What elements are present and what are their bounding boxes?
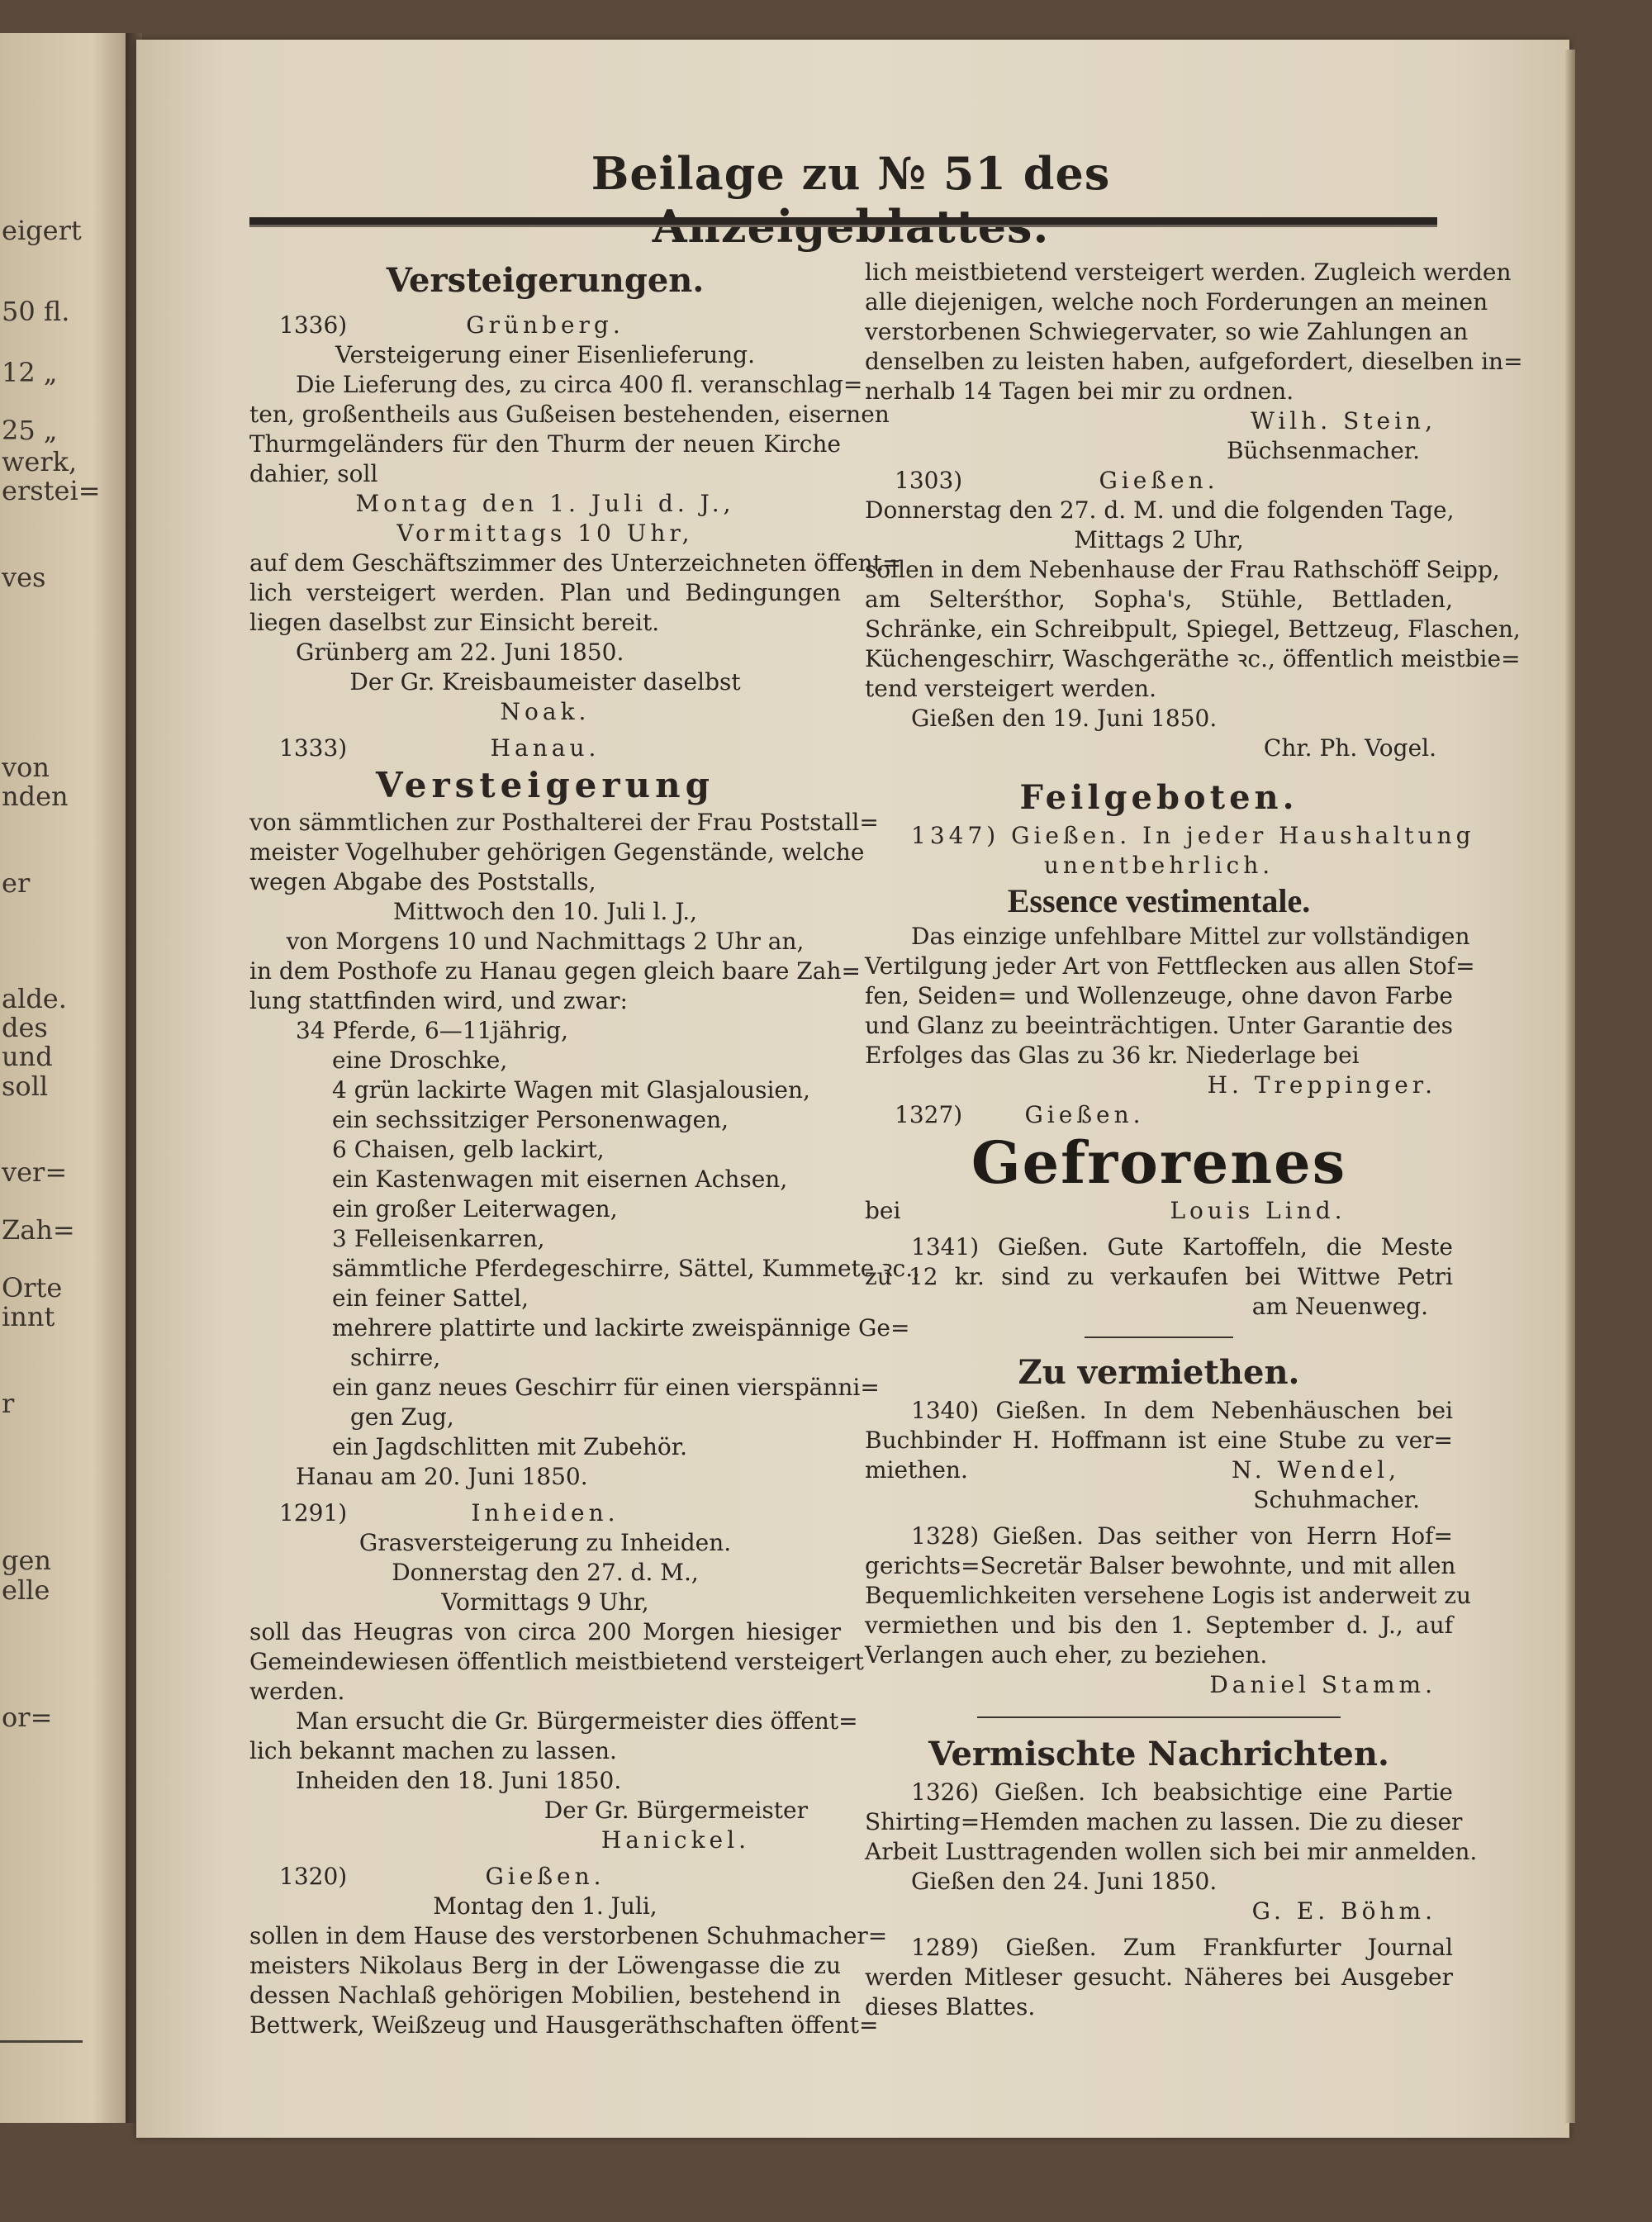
product-title-essence: Essence vestimentale. xyxy=(1007,882,1311,919)
notice-line: dessen Nachlaß gehörigen Mobilien, bestehend in xyxy=(249,1982,841,2009)
notice-line: Das einzige unfehlbare Mittel zur vollständigen xyxy=(911,923,1470,950)
notice-header xyxy=(249,734,841,763)
left-fragment: r xyxy=(2,1388,15,1419)
left-fragment: nden xyxy=(2,781,69,812)
auction-item: 3 Felleisenkarren, xyxy=(332,1225,545,1252)
notice-signature-name: G. E. Böhm. xyxy=(1251,1897,1436,1925)
right-column xyxy=(865,258,1523,2022)
notice-signature-name: Hanickel. xyxy=(601,1826,750,1854)
notice-dateline: Grünberg am 22. Juni 1850. xyxy=(296,639,624,666)
left-fragment: ver= xyxy=(2,1156,68,1188)
left-fragment: Orte xyxy=(2,1272,63,1303)
left-fragment: soll xyxy=(2,1071,49,1102)
notice-line: in dem Posthofe zu Hanau gegen gleich baare Zah= xyxy=(249,957,861,985)
notice-date: Montag den 1. Juli d. J., xyxy=(355,490,735,517)
notice-place: Hanau. xyxy=(490,734,601,762)
notice-line: 1326) Gießen. Ich beabsichtige eine Partie xyxy=(911,1778,1453,1806)
notice-line: Buchbinder H. Hoffmann ist eine Stube zu ver= xyxy=(865,1427,1453,1454)
notice-line: sollen in dem Nebenhause der Frau Rathschöff Seipp, xyxy=(865,556,1500,583)
header-rule xyxy=(249,217,1437,227)
notice-line: werden. xyxy=(249,1678,345,1705)
notice-place: Grünberg. xyxy=(466,311,624,339)
notice-header xyxy=(865,466,1453,496)
notice-date: Montag den 1. Juli, xyxy=(433,1892,657,1920)
notice-dateline: Inheiden den 18. Juni 1850. xyxy=(296,1767,622,1794)
notice-line: 1347) Gießen. In jeder Haushaltung xyxy=(911,822,1475,849)
auction-item: 34 Pferde, 6—11jährig, xyxy=(296,1017,568,1044)
notice-signature-name: Daniel Stamm. xyxy=(1209,1671,1436,1698)
left-fragment: Zah= xyxy=(2,1214,75,1246)
notice-line: von sämmtlichen zur Posthalterei der Frau Poststall= xyxy=(249,809,879,836)
notice-line: liegen daselbst zur Einsicht bereit. xyxy=(249,609,660,636)
left-fragment: alde. xyxy=(2,983,67,1014)
left-fragment: or= xyxy=(2,1702,53,1733)
left-fragment: er xyxy=(2,867,31,899)
notice-line: Bettwerk, Weißzeug und Hausgeräthschaften öffent= xyxy=(249,2011,879,2039)
notice-line: Erfolges das Glas zu 36 kr. Niederlage bei xyxy=(865,1042,1360,1069)
notice-signature-name: Noak. xyxy=(500,698,591,725)
notice-signature-name: H. Treppinger. xyxy=(1207,1071,1436,1099)
notice-number: 1303) xyxy=(895,467,963,494)
notice-line: und Glanz zu beeinträchtigen. Unter Garantie des xyxy=(865,1012,1453,1039)
notice-line: meisters Nikolaus Berg in der Löwengasse die zu xyxy=(249,1952,841,1979)
notice-signature-row xyxy=(865,1196,1453,1226)
notice-line: lich versteigert werden. Plan und Bedingungen xyxy=(249,579,841,606)
notice-line: am Selterśthor, Sopha's, Stühle, Bettladen, xyxy=(865,586,1453,613)
notice-line: soll das Heugras von circa 200 Morgen hiesiger xyxy=(249,1618,841,1645)
notice-time: Vormittags 10 Uhr, xyxy=(396,520,694,547)
notice-line: bei xyxy=(865,1197,901,1224)
notice-place: Gießen. xyxy=(485,1863,605,1890)
notice-signature: Schuhmacher. xyxy=(1253,1486,1420,1513)
auction-item: sämmtliche Pferdegeschirre, Sättel, Kummete ꝛc., xyxy=(332,1255,921,1282)
notice-line: 1341) Gießen. Gute Kartoffeln, die Meste xyxy=(911,1233,1453,1261)
notice-subtitle: Grasversteigerung zu Inheiden. xyxy=(358,1529,732,1556)
notice-date: Mittwoch den 10. Juli l. J., xyxy=(392,898,698,925)
notice-line: Shirting=Hemden machen zu lassen. Die zu dieser xyxy=(865,1808,1463,1835)
left-fragment: und xyxy=(2,1041,53,1072)
notice-line: Donnerstag den 27. d. M. und die folgenden Tage, xyxy=(865,496,1455,524)
notice-signature-name: Chr. Ph. Vogel. xyxy=(1263,734,1436,762)
notice-line: Verlangen auch eher, zu beziehen. xyxy=(865,1641,1268,1669)
notice-signature-row xyxy=(865,1455,1453,1485)
notice-line: Bequemlichkeiten versehene Logis ist anderweit zu xyxy=(865,1582,1472,1609)
left-fragment: 12 „ xyxy=(2,357,58,388)
notice-signature: Der Gr. Kreisbaumeister daselbst xyxy=(349,668,741,696)
notice-line: wegen Abgabe des Poststalls, xyxy=(249,868,596,895)
notice-line: 1289) Gießen. Zum Frankfurter Journal xyxy=(911,1934,1453,1961)
notice-dateline: Gießen den 19. Juni 1850. xyxy=(911,705,1218,732)
auction-item: gen Zug, xyxy=(350,1403,454,1431)
notice-line: gerichts=Secretär Balser bewohnte, und mit allen xyxy=(865,1552,1456,1579)
notice-line: zu 12 kr. sind zu verkaufen bei Wittwe Petri xyxy=(865,1263,1453,1290)
auction-item: ein feiner Sattel, xyxy=(332,1284,529,1312)
notice-dateline: Gießen den 24. Juni 1850. xyxy=(911,1868,1218,1895)
notice-signature-name: Louis Lind. xyxy=(1170,1197,1346,1224)
notice-header xyxy=(249,1862,841,1892)
notice-line: vermiethen und bis den 1. September d. J., auf xyxy=(865,1612,1453,1639)
notice-place: Inheiden. xyxy=(471,1499,620,1526)
notice-header xyxy=(249,311,841,340)
page-header-title: Beilage zu № 51 des xyxy=(591,147,1111,200)
notice-line: fen, Seiden= und Wollenzeuge, ohne davon Farbe xyxy=(865,982,1453,1009)
notice-line: auf dem Geschäftszimmer des Unterzeichneten öffent= xyxy=(249,549,902,577)
right-page-edge xyxy=(1565,50,1575,2123)
auction-item: ein großer Leiterwagen, xyxy=(332,1195,618,1223)
notice-number: 1320) xyxy=(279,1863,348,1890)
left-fragment: des xyxy=(2,1012,48,1043)
notice-line: nerhalb 14 Tagen bei mir zu ordnen. xyxy=(865,377,1294,405)
notice-line: meister Vogelhuber gehörigen Gegenstände, welche xyxy=(249,838,865,866)
divider xyxy=(1085,1337,1233,1338)
auction-item: schirre, xyxy=(350,1344,441,1371)
left-fragment: elle xyxy=(2,1574,50,1606)
left-fragment: werk, xyxy=(2,446,78,477)
notice-line: alle diejenigen, welche noch Forderungen an meinen xyxy=(865,288,1488,316)
notice-line: 1340) Gießen. In dem Nebenhäuschen bei xyxy=(911,1397,1453,1424)
left-fragment: eigert xyxy=(2,215,82,246)
notice-dateline: Hanau am 20. Juni 1850. xyxy=(296,1463,588,1490)
notice-number: 1327) xyxy=(895,1101,963,1128)
notice-number: 1336) xyxy=(279,311,348,339)
left-fragment: innt xyxy=(2,1301,55,1332)
notice-line: werden Mitleser gesucht. Näheres bei Ausgeber xyxy=(865,1963,1453,1991)
section-title-feilgeboten: Feilgeboten. xyxy=(1019,778,1298,817)
notice-signature-name: N. Wendel, xyxy=(1232,1456,1400,1484)
notice-line: denselben zu leisten haben, aufgefordert, dieselben in= xyxy=(865,348,1523,375)
auction-item: ein ganz neues Geschirr für einen vierspänni= xyxy=(332,1374,880,1401)
notice-place: Gießen. xyxy=(1099,467,1219,494)
notice-line: Vertilgung jeder Art von Fettflecken aus allen Stof= xyxy=(865,952,1475,980)
auction-item: 6 Chaisen, gelb lackirt, xyxy=(332,1136,605,1163)
notice-line: miethen. xyxy=(865,1456,968,1484)
left-page-edge xyxy=(0,33,132,2123)
auction-item: ein Jagdschlitten mit Zubehör. xyxy=(332,1433,687,1460)
notice-title-versteigerung: Versteigerung xyxy=(376,765,714,805)
left-fragment: 25 „ xyxy=(2,415,58,446)
auction-item: 4 grün lackirte Wagen mit Glasjalousien, xyxy=(332,1076,810,1104)
left-fragment: von xyxy=(2,752,50,783)
notice-line: dahier, soll xyxy=(249,460,378,487)
product-title-gefrorenes: Gefrorenes xyxy=(971,1128,1347,1197)
notice-signature-name: Wilh. Stein, xyxy=(1251,407,1436,434)
notice-line: Arbeit Lusttragenden wollen sich bei mir anmelden. xyxy=(865,1838,1478,1865)
section-title-versteigerungen: Versteigerungen. xyxy=(386,261,705,300)
left-fragment: erstei= xyxy=(2,475,101,506)
auction-item: ein sechssitziger Personenwagen, xyxy=(332,1106,729,1133)
notice-number: 1333) xyxy=(279,734,348,762)
divider xyxy=(977,1716,1341,1718)
auction-item: mehrere plattirte und lackirte zweispännige Ge= xyxy=(332,1314,910,1341)
notice-line: Thurmgeländers für den Thurm der neuen Kirche xyxy=(249,430,841,458)
notice-line: lich meistbietend versteigert werden. Zugleich werden xyxy=(865,259,1512,286)
left-fragment: ves xyxy=(2,562,46,593)
notice-line: Schränke, ein Schreibpult, Spiegel, Bettzeug, Flaschen, xyxy=(865,615,1521,643)
notice-subtitle: Versteigerung einer Eisenlieferung. xyxy=(335,341,755,368)
notice-line: Küchengeschirr, Waschgeräthe ꝛc., öffentlich meistbie= xyxy=(865,645,1521,672)
left-page-rule xyxy=(0,2040,83,2043)
notice-line: dieses Blattes. xyxy=(865,1993,1036,2020)
notice-date: Donnerstag den 27. d. M., xyxy=(392,1559,699,1586)
notice-line: lung stattfinden wird, und zwar: xyxy=(249,987,628,1014)
notice-time: Vormittags 9 Uhr, xyxy=(441,1588,649,1616)
notice-signature: Büchsenmacher. xyxy=(1226,437,1420,464)
left-fragment: gen xyxy=(2,1545,52,1576)
notice-line: Die Lieferung des, zu circa 400 fl. veranschlag= xyxy=(296,371,863,398)
section-title-vermischte-nachrichten: Vermischte Nachrichten. xyxy=(928,1735,1389,1773)
notice-line: von Morgens 10 und Nachmittags 2 Uhr an, xyxy=(286,928,805,955)
notice-line: Man ersucht die Gr. Bürgermeister dies öffent= xyxy=(296,1707,858,1735)
notice-line: verstorbenen Schwiegervater, so wie Zahlungen an xyxy=(865,318,1469,345)
notice-line: lich bekannt machen zu lassen. xyxy=(249,1737,617,1764)
notice-line: am Neuenweg. xyxy=(1251,1293,1428,1320)
auction-item: eine Droschke, xyxy=(332,1047,508,1074)
notice-time: Mittags 2 Uhr, xyxy=(1074,526,1244,553)
notice-header xyxy=(865,1100,1453,1130)
notice-signature: Der Gr. Bürgermeister xyxy=(544,1797,808,1824)
notice-line: 1328) Gießen. Das seither von Herrn Hof= xyxy=(911,1522,1453,1550)
left-fragment: 50 fl. xyxy=(2,296,70,327)
notice-line: Gemeindewiesen öffentlich meistbietend versteigert xyxy=(249,1648,864,1675)
notice-line: sollen in dem Hause des verstorbenen Schuhmacher= xyxy=(249,1922,888,1949)
notice-line: unentbehrlich. xyxy=(1043,852,1275,879)
notice-number: 1291) xyxy=(279,1499,348,1526)
notice-line: ten, großentheils aus Gußeisen bestehenden, eisernen xyxy=(249,401,890,428)
auction-item: ein Kastenwagen mit eisernen Achsen, xyxy=(332,1166,788,1193)
section-title-zu-vermiethen: Zu vermiethen. xyxy=(1018,1353,1300,1392)
notice-place: Gießen. xyxy=(1024,1101,1145,1128)
notice-line: tend versteigert werden. xyxy=(865,675,1156,702)
notice-header xyxy=(249,1498,841,1528)
